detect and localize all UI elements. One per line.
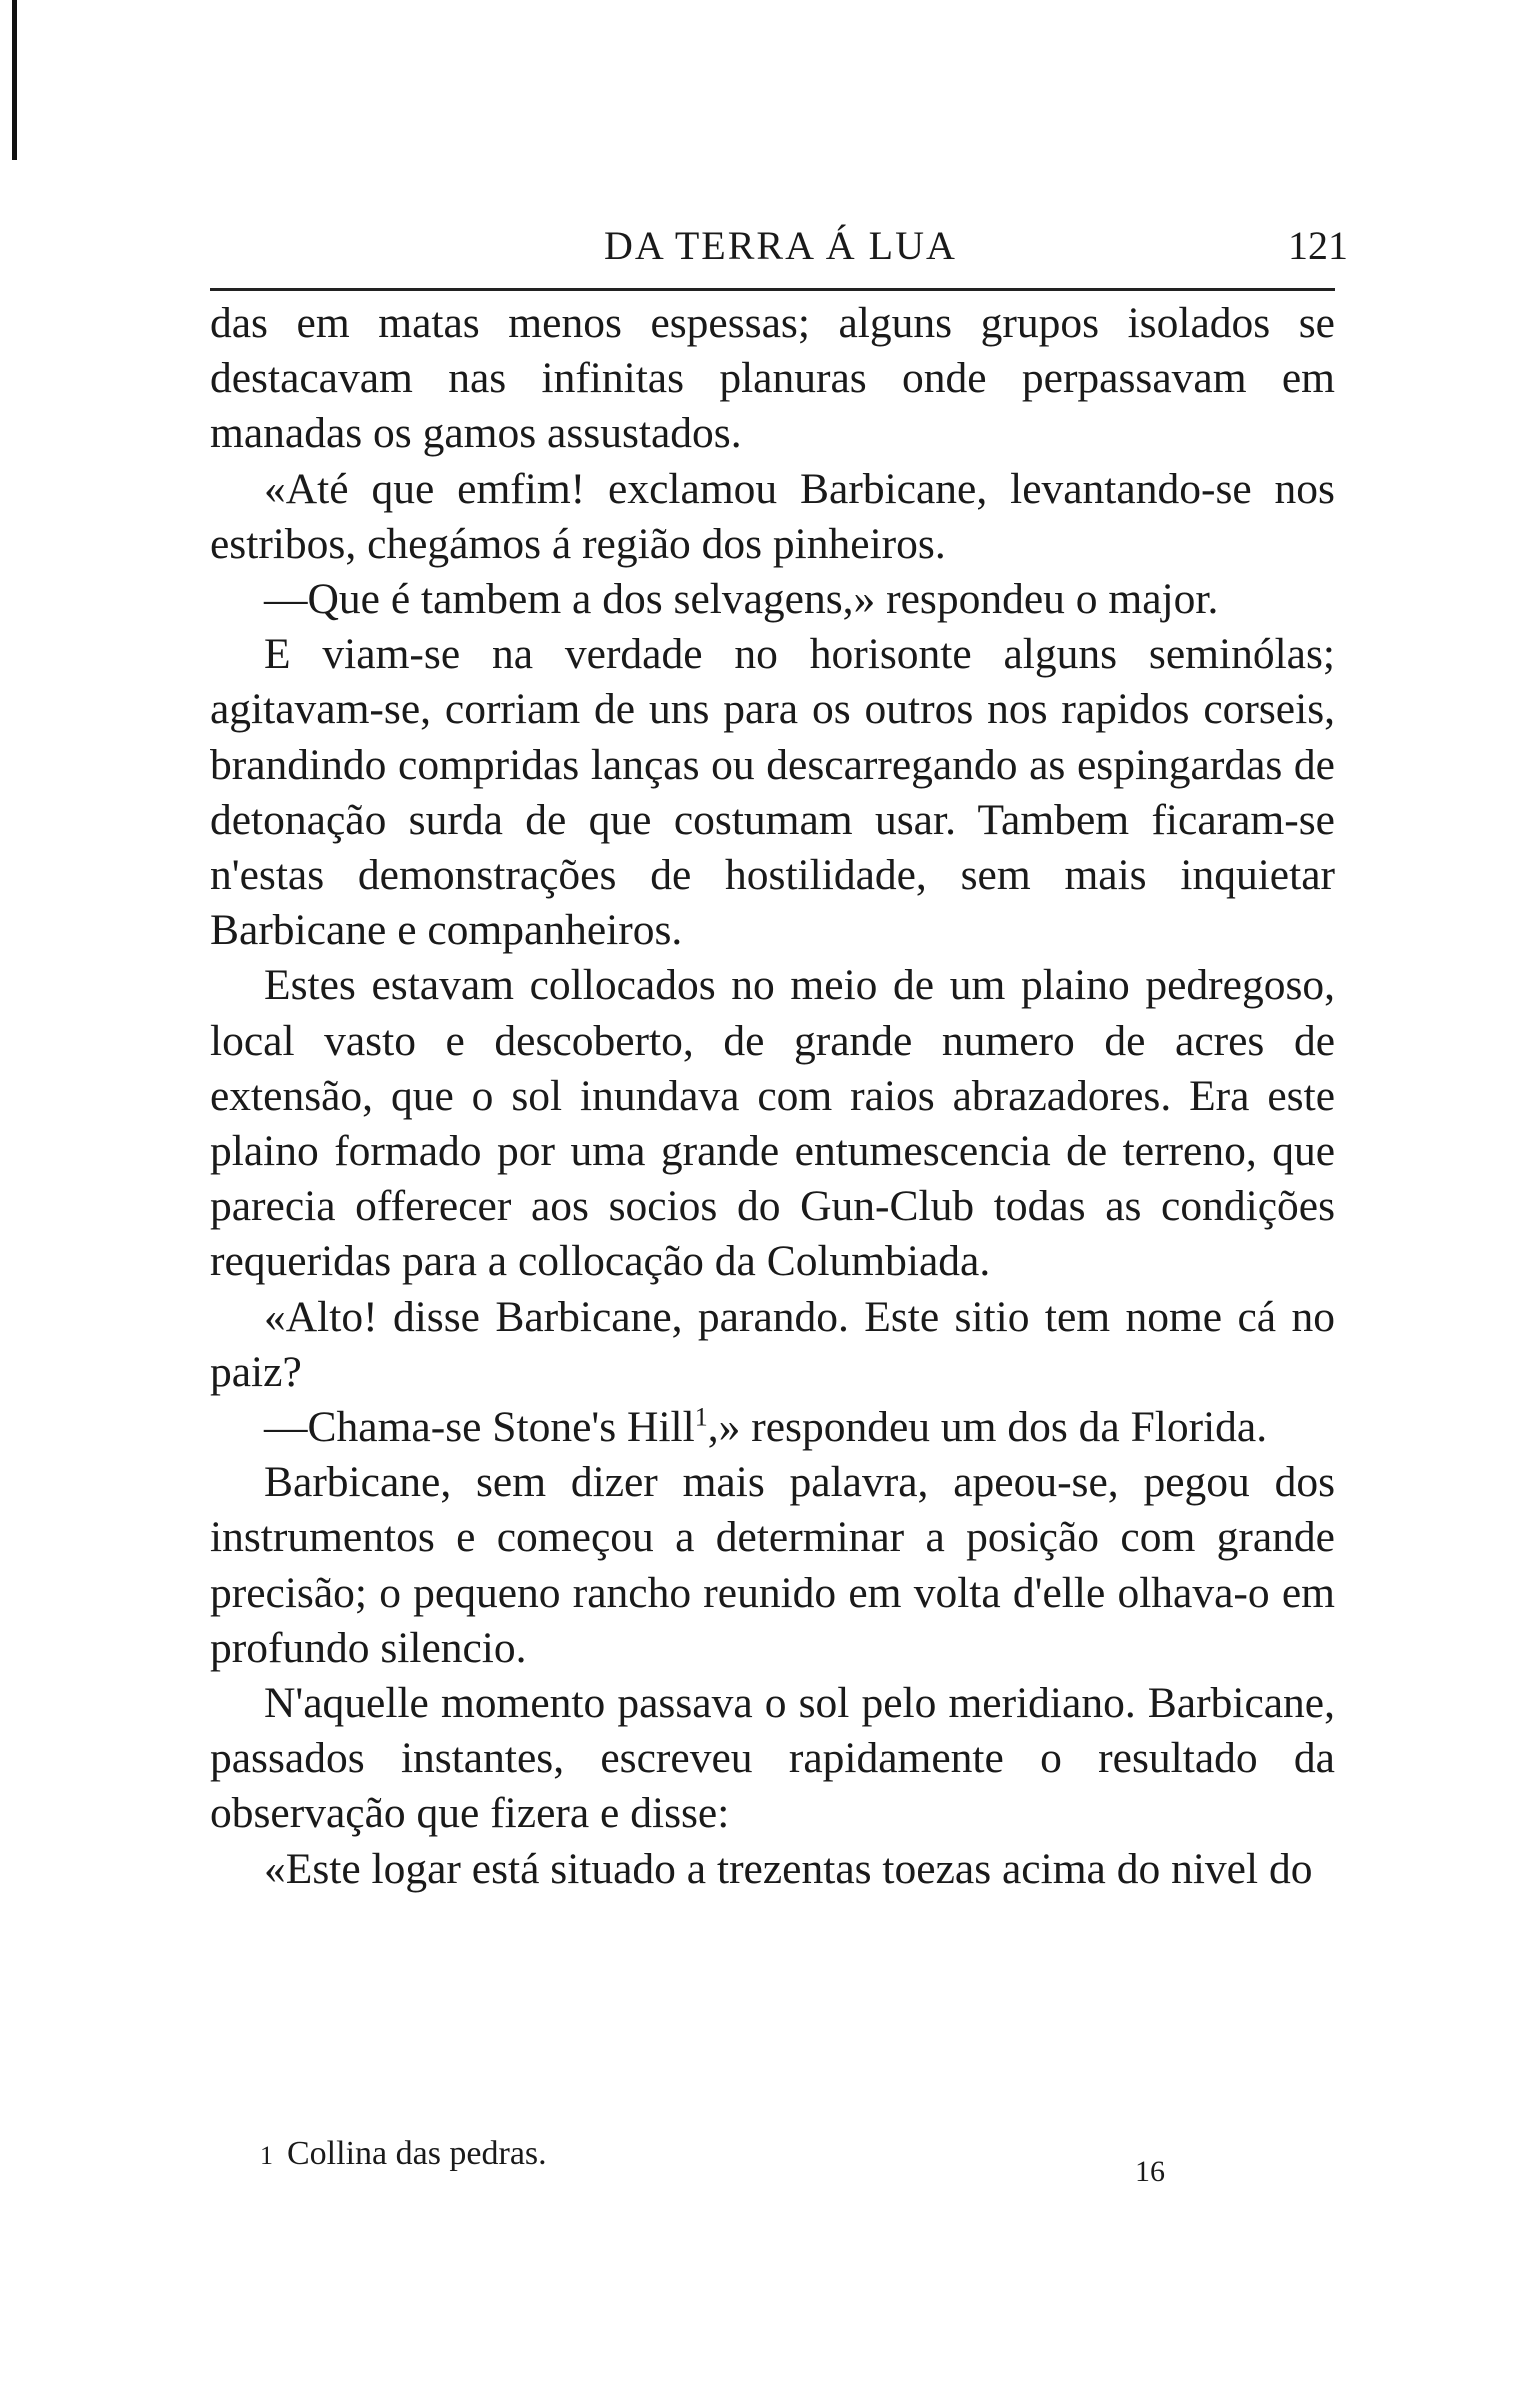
footnote-marker: 1: [694, 1402, 708, 1432]
header-rule: [210, 288, 1335, 291]
footnote-text: Collina das pedras.: [287, 2135, 547, 2172]
paragraph-with-footnote: [210, 1400, 1335, 1455]
paragraph: —Que é tambem a dos selvagens,» respondeu o major.: [264, 575, 1219, 624]
paragraph: E viam-se na verdade no horisonte alguns seminólas; agitavam-se, corriam de uns para os outros nos rapidos corseis, brandindo compridas lanças ou descarregando as espingardas de detonação surda de que costumam usar. Tambem ficaram-se n'estas demonstrações de hostilidade, sem mais inquietar Barbicane e companheiros.: [210, 630, 1335, 955]
paragraph: Estes estavam collocados no meio de um plaino pedregoso, local vasto e descoberto, de grande numero de acres de extensão, que o sol inundava com raios abrazadores. Era este plaino formado por uma grande entumescencia de terreno, que parecia offerecer aos socios do Gun-Club todas as condições requeridas para a collocação da Columbiada.: [210, 961, 1335, 1286]
footnote-number: 1: [260, 2141, 273, 2170]
dialogue-text: —Chama-se Stone's Hill: [264, 1403, 695, 1452]
scan-edge-mark: [12, 0, 17, 160]
body-text: [210, 296, 1335, 1897]
dialogue-text: ,» respondeu um dos da Florida.: [707, 1403, 1268, 1452]
paragraph: «Até que emfim! exclamou Barbicane, levantando-se nos estribos, chegámos á região dos pinheiros.: [210, 464, 1335, 568]
running-title: DA TERRA Á LUA: [604, 223, 957, 268]
paragraph: «Alto! disse Barbicane, parando. Este sitio tem nome cá no paiz?: [210, 1292, 1335, 1396]
paragraph: «Este logar está situado a trezentas toezas acima do nivel do: [264, 1844, 1313, 1893]
paragraph: Barbicane, sem dizer mais palavra, apeou-se, pegou dos instrumentos e começou a determinar a posição com grande precisão; o pequeno rancho reunido em volta d'elle olhava-o em profundo silencio.: [210, 1458, 1335, 1672]
paragraph: das em matas menos espessas; alguns grupos isolados se destacavam nas infinitas planuras onde perpassavam em manadas os gamos assustados.: [210, 299, 1335, 458]
signature-mark: 16: [1135, 2155, 1165, 2188]
page-number: 121: [1288, 223, 1348, 268]
footnote: [260, 2135, 960, 2173]
paragraph: N'aquelle momento passava o sol pelo meridiano. Barbicane, passados instantes, escreveu rapidamente o resultado da observação que fizera e disse:: [210, 1679, 1335, 1838]
